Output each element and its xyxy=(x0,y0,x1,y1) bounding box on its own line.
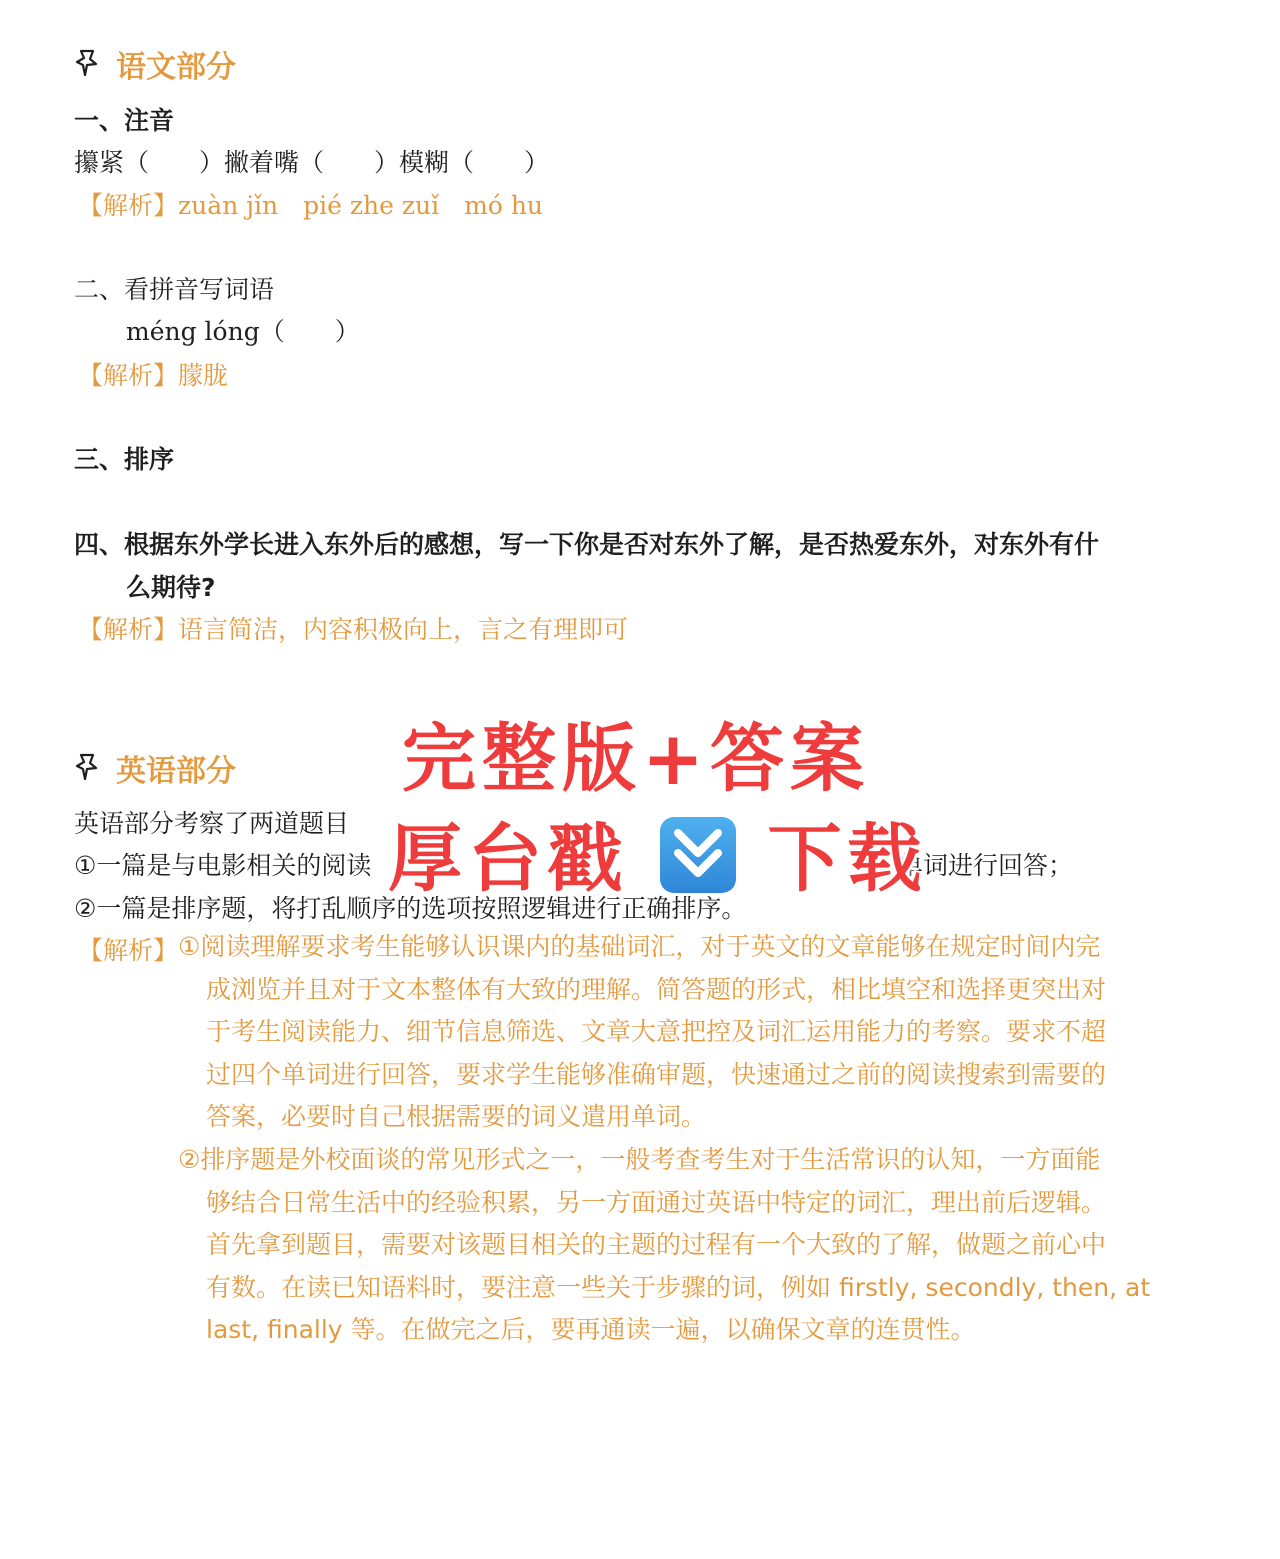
q2-heading: 二、看拼音写词语 xyxy=(74,275,275,304)
english-answer-prefix: 【解析】 xyxy=(78,936,179,965)
pin-icon xyxy=(72,48,102,78)
answer-line: 有数。在读已知语料时，要注意一些关于步骤的词，例如 firstly, secondly, then, at xyxy=(206,1272,1151,1302)
promo-line2-left: 厚台戳 xyxy=(388,816,628,902)
down-arrow-button-icon xyxy=(660,817,736,893)
english-answer-p1 xyxy=(178,926,1168,1139)
q3-heading: 三、排序 xyxy=(74,445,175,474)
answer-line: 于考生阅读能力、细节信息筛选、文章大意把控及词汇运用能力的考察。要求不超 xyxy=(206,1017,1107,1046)
answer-prefix: 【解析】 xyxy=(78,191,179,220)
q4-heading-line2: 么期待? xyxy=(126,573,216,602)
q2-pinyin: méng lóng（ ） xyxy=(126,317,360,346)
english-item1-right: 单词进行回答； xyxy=(898,851,1074,880)
pin-icon xyxy=(72,752,102,782)
promo-line1: 完整版+答案 xyxy=(402,716,871,802)
answer-line: 够结合日常生活中的经验积累，另一方面通过英语中特定的词汇，理出前后逻辑。 xyxy=(206,1187,1107,1217)
english-item1-left: ①一篇是与电影相关的阅读 xyxy=(74,851,372,880)
answer-line: 答案，必要时自己根据需要的词义遣用单词。 xyxy=(206,1102,707,1131)
english-item2: ②一篇是排序题，将打乱顺序的选项按照逻辑进行正确排序。 xyxy=(74,894,747,923)
q4-heading-line1: 四、根据东外学长进入东外后的感想，写一下你是否对东外了解，是否热爱东外，对东外有什 xyxy=(74,530,1100,559)
answer-line: 过四个单词进行回答，要求学生能够准确审题，快速通过之前的阅读搜索到需要的 xyxy=(206,1059,1107,1089)
answer-line: ①阅读理解要求考生能够认识课内的基础词汇，对于英文的文章能够在规定时间内完 xyxy=(178,932,1101,961)
q1-items: 攥紧（ ）撇着嘴（ ）模糊（ ） xyxy=(74,148,550,177)
answer-line: 首先拿到题目，需要对该题目相关的主题的过程有一个大致的了解，做题之前心中 xyxy=(206,1230,1107,1259)
q1-heading: 一、注音 xyxy=(74,106,175,135)
english-answer-p2 xyxy=(178,1139,1168,1352)
answer-line: last, finally 等。在做完之后，要再通读一遍，以确保文章的连贯性。 xyxy=(206,1315,976,1344)
chinese-section-title: 语文部分 xyxy=(116,50,236,85)
answer-line: ②排序题是外校面谈的常见形式之一，一般考查考生对于生活常识的认知，一方面能 xyxy=(178,1145,1101,1174)
q2-answer-text: 朦胧 xyxy=(178,361,229,390)
english-section-title: 英语部分 xyxy=(116,754,236,789)
english-intro: 英语部分考察了两道题目 xyxy=(74,809,350,838)
q1-answer xyxy=(78,186,543,222)
q1-answer-text: zuàn jǐn pié zhe zuǐ mó hu xyxy=(178,191,544,220)
answer-prefix: 【解析】 xyxy=(78,361,179,390)
promo-line2-right: 下载 xyxy=(767,816,928,902)
q4-answer xyxy=(78,610,628,646)
promo-line2 xyxy=(388,800,928,906)
answer-line: 成浏览并且对于文本整体有大致的理解。简答题的形式，相比填空和选择更突出对 xyxy=(206,974,1107,1004)
answer-prefix: 【解析】 xyxy=(78,615,179,644)
q4-answer-text: 语言简洁，内容积极向上，言之有理即可 xyxy=(178,615,629,644)
q2-answer xyxy=(78,356,228,392)
